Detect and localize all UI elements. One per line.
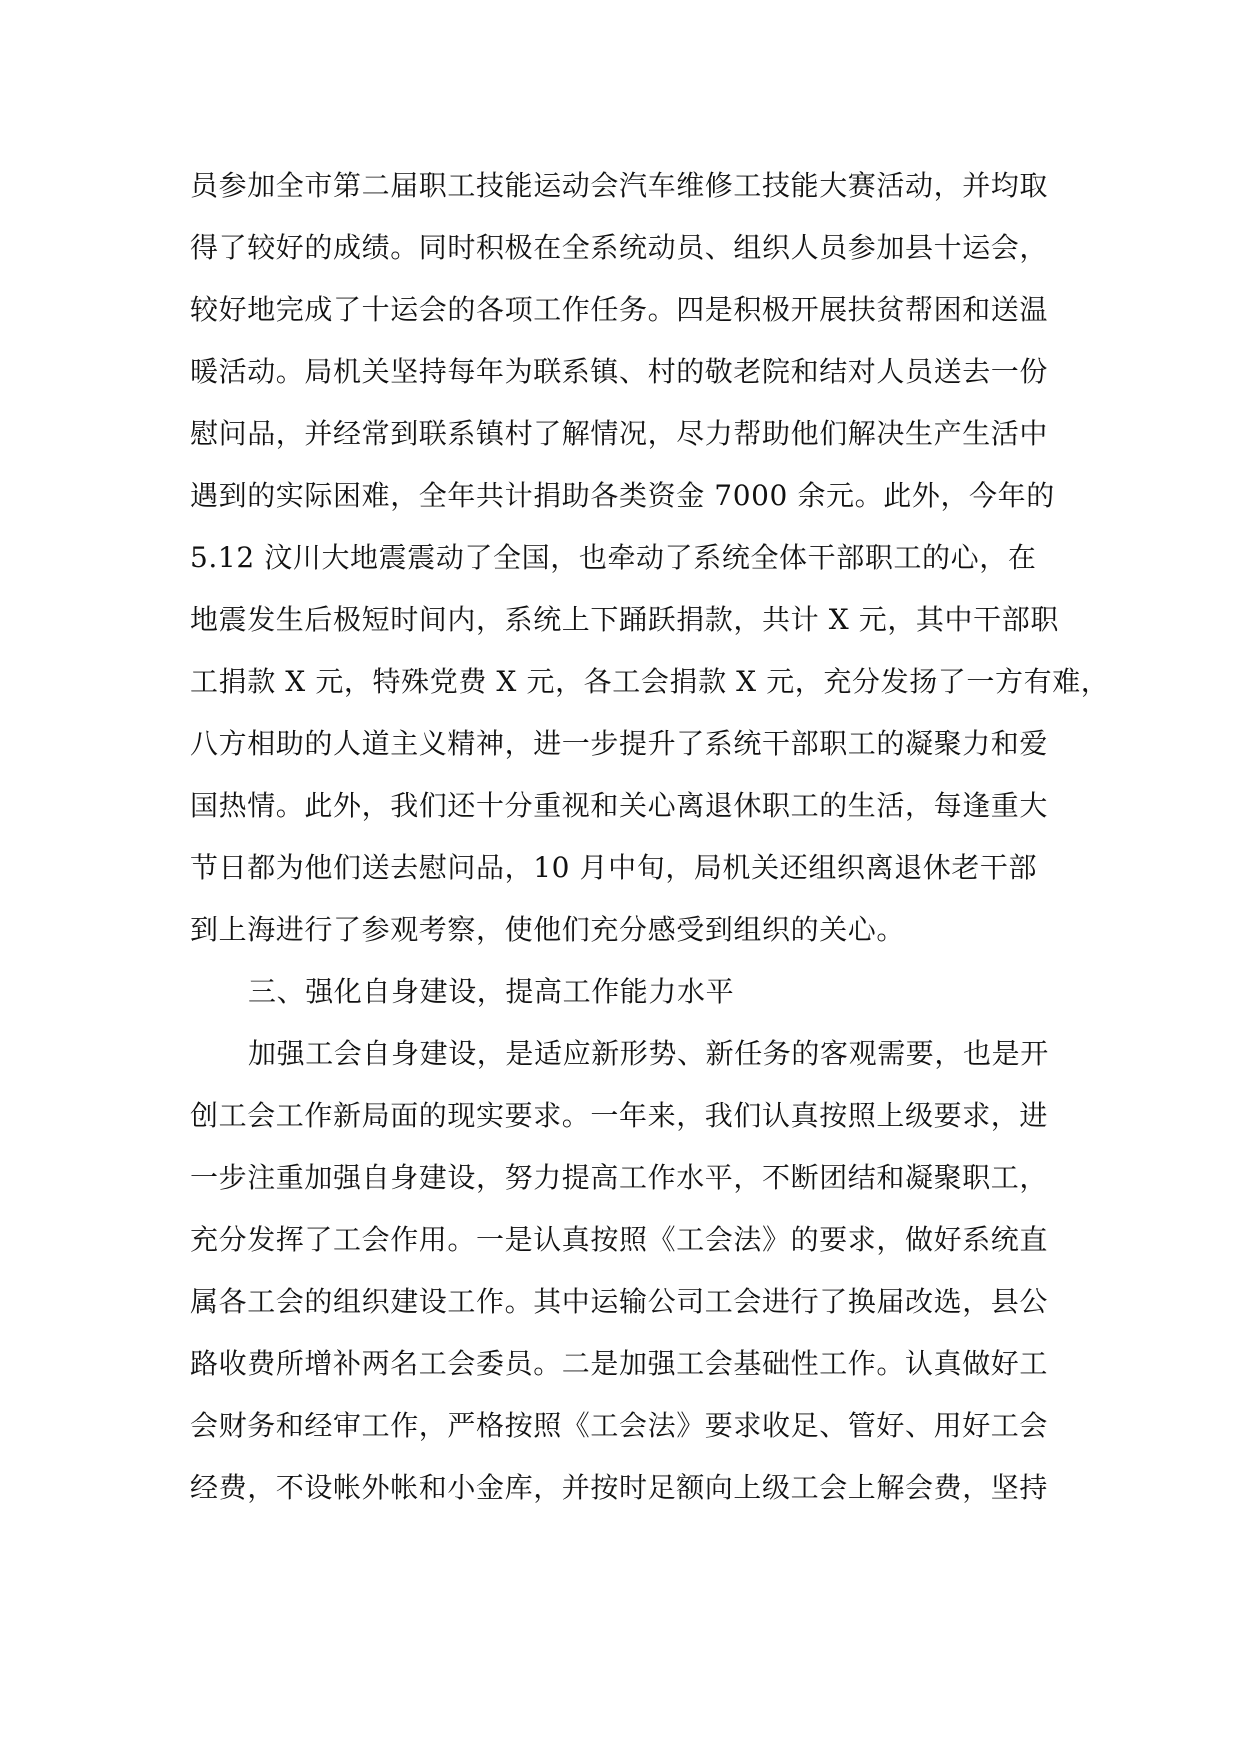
text-line: 工捐款 X 元，特殊党费 X 元，各工会捐款 X 元，充分发扬了一方有难， [190, 665, 1110, 698]
text-line: 一步注重加强自身建设，努力提高工作水平，不断团结和凝聚职工， [190, 1161, 1049, 1194]
text-line: 八方相助的人道主义精神，进一步提升了系统干部职工的凝聚力和爱 [190, 727, 1049, 760]
text-line: 节日都为他们送去慰问品，10 月中旬，局机关还组织离退休老干部 [190, 851, 1038, 884]
text-line: 暖活动。局机关坚持每年为联系镇、村的敬老院和结对人员送去一份 [190, 355, 1049, 388]
text-line: 地震发生后极短时间内，系统上下踊跃捐款，共计 X 元，其中干部职 [190, 603, 1059, 636]
body-text [190, 155, 1110, 1519]
text-line: 员参加全市第二届职工技能运动会汽车维修工技能大赛活动，并均取 [190, 169, 1049, 202]
text-line: 属各工会的组织建设工作。其中运输公司工会进行了换届改选，县公 [190, 1285, 1049, 1318]
section-heading: 三、强化自身建设，提高工作能力水平 [248, 975, 735, 1008]
text-line: 充分发挥了工会作用。一是认真按照《工会法》的要求，做好系统直 [190, 1223, 1049, 1256]
text-line: 慰问品，并经常到联系镇村了解情况，尽力帮助他们解决生产生活中 [190, 417, 1049, 450]
text-line: 路收费所增补两名工会委员。二是加强工会基础性工作。认真做好工 [190, 1347, 1049, 1380]
text-line: 创工会工作新局面的现实要求。一年来，我们认真按照上级要求，进 [190, 1099, 1049, 1132]
text-line: 遇到的实际困难，全年共计捐助各类资金 7000 余元。此外，今年的 [190, 479, 1055, 512]
text-line: 5.12 汶川大地震震动了全国，也牵动了系统全体干部职工的心，在 [190, 541, 1037, 574]
text-line: 到上海进行了参观考察，使他们充分感受到组织的关心。 [190, 913, 906, 946]
text-line: 得了较好的成绩。同时积极在全系统动员、组织人员参加县十运会， [190, 231, 1049, 264]
paragraph-first-line: 加强工会自身建设，是适应新形势、新任务的客观需要，也是开 [248, 1037, 1049, 1070]
text-line: 国热情。此外，我们还十分重视和关心离退休职工的生活，每逢重大 [190, 789, 1049, 822]
text-line: 会财务和经审工作，严格按照《工会法》要求收足、管好、用好工会 [190, 1409, 1049, 1442]
text-line: 较好地完成了十运会的各项工作任务。四是积极开展扶贫帮困和送温 [190, 293, 1049, 326]
text-line: 经费，不设帐外帐和小金库，并按时足额向上级工会上解会费，坚持 [190, 1471, 1049, 1504]
